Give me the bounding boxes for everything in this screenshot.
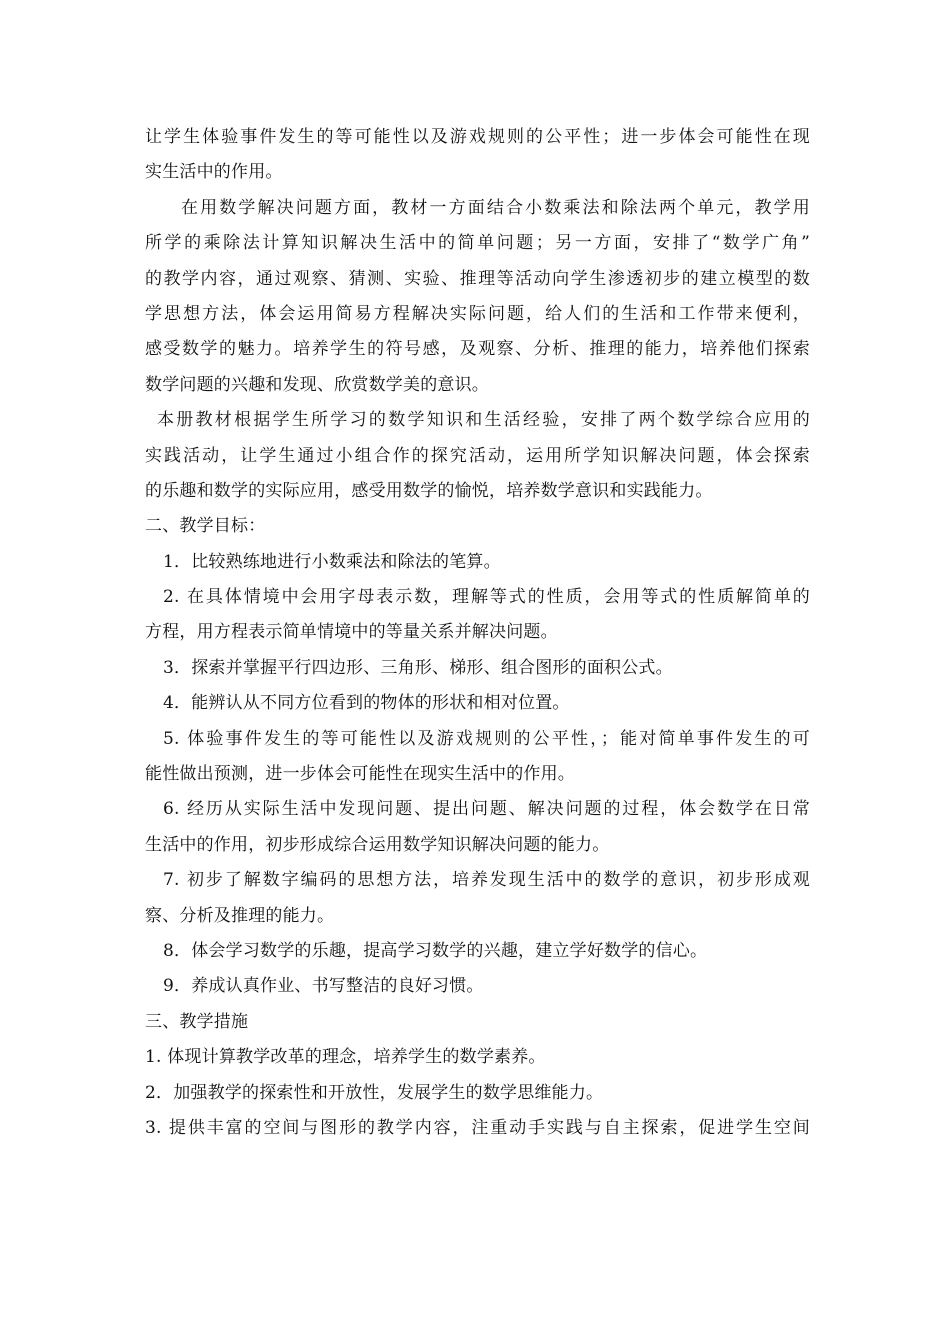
list-item: 3．探索并掌握平行四边形、三角形、梯形、组合图形的面积公式。	[163, 657, 673, 678]
paragraph-line: 数学问题的兴趣和发现、欣赏数学美的意识。	[145, 374, 489, 395]
paragraph-line: 感受数学的魅力。培养学生的符号感，及观察、分析、推理的能力，培养他们探索	[145, 339, 810, 360]
section-heading: 三、教学措施	[145, 1011, 249, 1032]
list-item: 1. 体现计算教学改革的理念，培养学生的数学素养。	[145, 1047, 546, 1068]
paragraph-line: 的乐趣和数学的实际应用，感受用数学的愉悦，培养数学意识和实践能力。	[145, 480, 713, 501]
list-item-continuation: 生活中的作用，初步形成综合运用数学知识解决问题的能力。	[145, 834, 610, 855]
list-item: 4．能辨认从不同方位看到的物体的形状和相对位置。	[163, 693, 570, 714]
list-item: 7. 初步了解数字编码的思想方法，培养发现生活中的数学的意识，初步形成观	[163, 870, 810, 891]
document-body	[145, 120, 810, 1146]
list-item: 2. 在具体情境中会用字母表示数，理解等式的性质，会用等式的性质解简单的	[163, 587, 810, 608]
paragraph-line: 实践活动，让学生通过小组合作的探究活动，运用所学知识解决问题，体会探索	[145, 445, 810, 466]
paragraph-line: 实生活中的作用。	[145, 162, 283, 183]
paragraph-line: 学思想方法，体会运用简易方程解决实际问题，给人们的生活和工作带来便利，	[145, 303, 810, 324]
paragraph-line: 让学生体验事件发生的等可能性以及游戏规则的公平性；进一步体会可能性在现	[145, 127, 810, 147]
list-item: 8．体会学习数学的乐趣，提高学习数学的兴趣，建立学好数学的信心。	[163, 940, 708, 961]
list-item-continuation: 方程，用方程表示简单情境中的等量关系并解决问题。	[145, 622, 558, 643]
list-item: 9．养成认真作业、书写整洁的良好习惯。	[163, 976, 484, 997]
list-item: 6. 经历从实际生活中发现问题、提出问题、解决问题的过程，体会数学在日常	[163, 799, 810, 820]
list-item: 5. 体验事件发生的等可能性以及游戏规则的公平性，；能对简单事件发生的可	[163, 728, 810, 749]
paragraph-line: 本册教材根据学生所学习的数学知识和生活经验，安排了两个数学综合应用的	[157, 410, 810, 431]
list-item-continuation: 察、分析及推理的能力。	[145, 905, 335, 926]
section-heading: 二、教学目标：	[145, 516, 266, 537]
list-item: 3. 提供丰富的空间与图形的教学内容，注重动手实践与自主探索，促进学生空间	[145, 1117, 810, 1138]
list-item: 2．加强教学的探索性和开放性，发展学生的数学思维能力。	[145, 1082, 604, 1103]
list-item: 1．比较熟练地进行小数乘法和除法的笔算。	[163, 551, 501, 572]
paragraph-line: 所学的乘除法计算知识解决生活中的简单问题；另一方面，安排了“数学广角”	[145, 233, 810, 254]
paragraph-line: 的教学内容，通过观察、猜测、实验、推理等活动向学生渗透初步的建立模型的数	[145, 268, 810, 289]
list-item-continuation: 能性做出预测，进一步体会可能性在现实生活中的作用。	[145, 764, 575, 785]
paragraph-line: 在用数学解决问题方面，教材一方面结合小数乘法和除法两个单元，教学用	[181, 197, 810, 218]
